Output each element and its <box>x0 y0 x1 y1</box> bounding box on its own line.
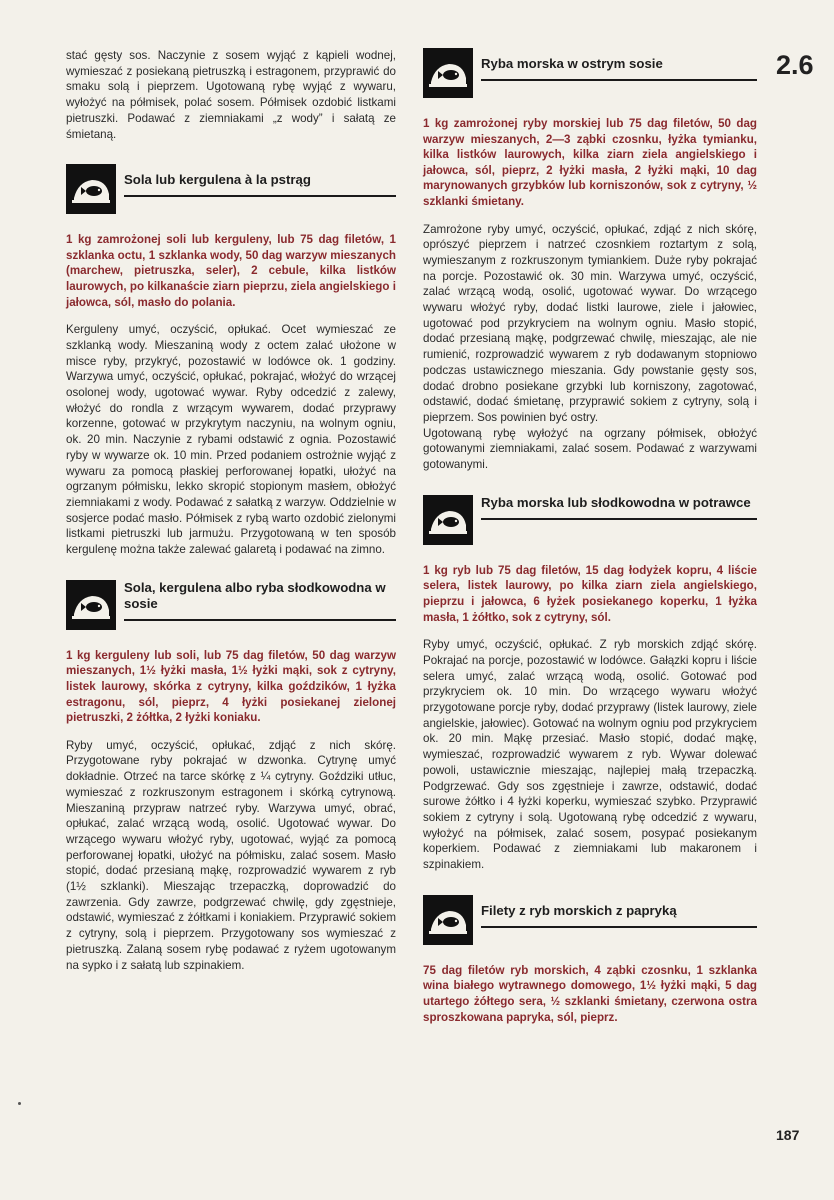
left-column <box>66 48 396 973</box>
recipe-title: Filety z ryb morskich z papryką <box>481 903 757 928</box>
recipe-header-sola-a-la-pstrag <box>66 164 396 214</box>
ingredients: 1 kg zamrożonej ryby morskiej lub 75 dag filetów, 50 dag warzyw mieszanych, 2—3 ząbki czosnku, łyżka tymianku, kilka listków laurowych, kilka ziarn ziela angielskiego i jałowca, sól, pieprz, 2 łyżki masła, 2 łyżki mąki, 10 dag marynowanych grzybków lub korniszonów, sok z cytryny, ½ szklanki śmietany. <box>423 117 757 208</box>
recipe-title: Sola lub kergulena à la pstrąg <box>124 172 396 197</box>
page-number: 187 <box>776 1127 800 1143</box>
method: Ryby umyć, oczyścić, opłukać, zdjąć z nich skórę. Przygotowane ryby pokrajać w dzwonka. Cytrynę umyć dokładnie. Otrzeć na tarce skórkę z ¼ cytryny. Goździki utłuc, wymieszać z rozkruszonym estragonem i skórką cytrynową. Mieszaniną przypraw natrzeć ryby. Warzywa umyć, obrać, opłukać, zalać wrzącą wodą, osolić. Ugotować wywar. Do wrzącego wywaru włożyć ryby, ugotować, wyjąć za pomocą perforowanej łopatki, ułożyć na półmisku, zalać sosem. Masło stopić, dodać przesianą mąkę, rozprowadzić wywarem z ryb (1½ szklanki). Mieszając trzepaczką, doprowadzić do zawrzenia. Gdy zawrze, podgrzewać chwilę, gdy zgęstnieje, odstawić, wymieszać z żółtkami i koniakiem. Przyprawić sokiem z cytryny, solą i pieprzem. Przygotowany sos wymieszać z pietruszką. Zalaną sosem rybę podawać z ryżem ugotowanym na sypko i z sałatą lub szpinakiem. <box>66 738 396 972</box>
fish-recipe-icon <box>423 48 473 98</box>
ingredients: 1 kg kerguleny lub soli, lub 75 dag filetów, 50 dag warzyw mieszanych, 1½ łyżki masła, 1½ łyżki mąki, sok z cytryny, listek laurowy, skórka z cytryny, kilka goździków, 1 łyżka estragonu, sól, pieprz, 4 łyżki posiekanej zielonej pietruszki, 2 żółtka, 2 łyżki koniaku. <box>66 648 396 725</box>
chapter-number: 2.6 <box>776 50 814 80</box>
margin-dot <box>18 1102 21 1105</box>
recipe-header-filety-z-papryka <box>423 895 757 945</box>
recipe-title: Ryba morska w ostrym sosie <box>481 56 757 81</box>
method: Ryby umyć, oczyścić, opłukać. Z ryb morskich zdjąć skórę. Pokrajać na porcje, pozostawić w lodówce. Gałązki kopru i liście selera umyć, zalać wrzącą wodą, osolić. Gotować pod przykryciem ok. 10 min. Do wrzącego wywaru włożyć przygotowane porcje ryby, dodać przyprawy (listek laurowy, ziele angielskie, jałowiec). Gotować na wolnym ogniu pod przykryciem ok. 20 min. Mąkę przesiać. Masło stopić, dodać mąkę, wymieszać, rozprowadzić wywarem z ryb. Wywar dolewać powoli, ustawicznie mieszając, najlepiej małą trzepaczką. Podgrzewać. Gdy sos zgęstnieje i zawrze, odstawić, dodać surowe żółtko i 4 łyżki koperku, wymieszać szybko. Przyprawić sokiem z cytryny i solą. Ugotowaną rybę odcedzić z wywaru, wyłożyć na półmisek, zalać sosem, posypać posiekanym koperkiem. Podawać z ziemniakami lub makaronem i szpinakiem. <box>423 638 757 872</box>
recipe-header-ryba-ostry-sos <box>423 48 757 98</box>
right-column <box>423 48 757 1025</box>
fish-recipe-icon <box>66 580 116 630</box>
method-serving: Ugotowaną rybę wyłożyć na ogrzany półmisek, obłożyć gotowanymi ziemniakami, zalać sosem. Podawać z warzywami gotowanymi. <box>423 426 757 472</box>
method: Kerguleny umyć, oczyścić, opłukać. Ocet wymieszać ze szklanką wody. Mieszaniną wody z octem zalać ułożone w misce ryby, przykryć, pozostawić w lodówce ok. 1 godziny. Warzywa umyć, oczyścić, opłukać, pokrajać, włożyć do wrzącej osolonej wody, ugotować wywar. Ryby odcedzić z zalewy, włożyć do rondla z wrzącym wywarem, dodać przyprawy korzenne, gotować w przykrytym naczyniu, na wolnym ogniu, ok. 20 min. Naczynie z rybami odstawić z ognia. Pozostawić ryby w wywarze ok. 10 min. Przed podaniem ostrożnie wyjąć z wywaru za pomocą płaskiej perforowanej łopatki, ułożyć na ogrzanym półmisku, lekko skropić stopionym masłem, obłożyć ziemniakami z wody. Podawać z sałatką z warzyw. Oddzielnie w sosjerce podać masło. Półmisek z rybą warto ozdobić zielonymi listkami pietruszki lub jarmużu. Przygotowaną w ten sposób kergulenę można także zalewać galaretą i podawać na zimno. <box>66 323 396 557</box>
fish-recipe-icon <box>66 164 116 214</box>
recipe-title: Ryba morska lub słodkowodna w potrawce <box>481 495 757 520</box>
recipe-header-ryba-w-potrawce <box>423 495 757 545</box>
ingredients: 75 dag filetów ryb morskich, 4 ząbki czosnku, 1 szklanka wina białego wytrawnego domowego, 1½ łyżki mąki, 5 dag utartego żółtego sera, ½ szklanki śmietany, czerwona ostra sproszkowana papryka, sól, pieprz. <box>423 963 757 1024</box>
fish-recipe-icon <box>423 895 473 945</box>
ingredients: 1 kg ryb lub 75 dag filetów, 15 dag łodyżek kopru, 4 liście selera, listek laurowy, po kilka ziarn ziela angielskiego, pieprzu i jałowca, 6 łyżek posiekanego koperku, 1 łyżka masła, 1 żółtko, sok z cytryny, sól. <box>423 563 757 624</box>
recipe-title: Sola, kergulena albo ryba słodkowodna w sosie <box>124 580 396 621</box>
fish-recipe-icon <box>423 495 473 545</box>
ingredients: 1 kg zamrożonej soli lub kerguleny, lub 75 dag filetów, 1 szklanka octu, 1 szklanka wody, 50 dag warzyw mieszanych (marchew, pietruszka, seler), 2 cebule, kilka listków laurowych, po kilkanaście ziarn pieprzu, ziela angielskiego i jałowca, sól, masło do polania. <box>66 233 396 309</box>
intro-paragraph: stać gęsty sos. Naczynie z sosem wyjąć z kąpieli wodnej, wymieszać z posiekaną pietruszką i estragonem, przyprawić do smaku solą i pieprzem. Ugotowaną rybę wyjąć z wywaru, wyłożyć na półmisek, polać sosem. Półmisek ozdobić listkami pietruszki. Podawać z ziemniakami „z wody” i sałatą ze śmietaną. <box>66 49 396 141</box>
recipe-header-sola-w-sosie <box>66 580 396 630</box>
method: Zamrożone ryby umyć, oczyścić, opłukać, zdjąć z nich skórę, oprószyć pieprzem i natrzeć czosnkiem roztartym z solą, wymieszanym z rozkruszonym tymiankiem. Duże ryby pokrajać na porcje. Pozostawić ok. 30 min. Warzywa umyć, oczyścić, zalać wrzącą wodą, osolić, ugotować wywar. Do wrzącego wywaru włożyć ryby, dodać listki laurowe, ziele i jałowiec, ugotować pod przykryciem na wolnym ogniu. Masło stopić, dodać przesianą mąkę, podgrzewać chwilę, mieszając, ale nie rumienić, rozprowadzić wywarem z ryb dodawanym stopniowo podczas ustawicznego mieszania. Gdy powstanie gęsty sos, dodać drobno posiekane grzybki lub korniszony, zagotować, odstawić, dodać śmietanę, przyprawić sokiem z cytryny, solą i pieprzem. Sos powinien być ostry. <box>423 222 757 424</box>
